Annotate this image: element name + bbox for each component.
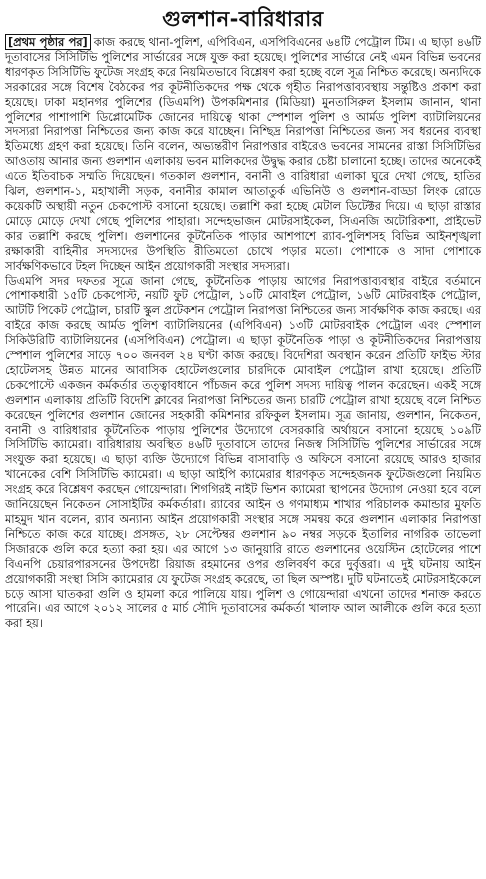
continued-label: [প্রথম পৃষ্ঠার পর]: [5, 34, 91, 50]
headline: গুলশান-বারিধারার: [162, 7, 324, 31]
article-paragraph: ডিএমপি সদর দফতর সূত্রে জানা গেছে, কূটনৈতিক পাড়ায় আগের নিরাপত্তাব্যবস্থার বাইরে বর্তমানে পোশাকধারী ১৫টি চেকপোস্ট, নয়টি ফুট পেট্রোল, ১০টি মোবাইল পেট্রোল, ১৬টি মোটরবাইক পেট্রোল, আটটি পিকেট পেট্রোল, চারটি স্কুল প্রটেকশন পেট্রোল নিরাপত্তা নিশ্চিতের জন্য সার্বক্ষণিক কাজ করছে। এর বাইরে কাজ করছে আর্মড পুলিশ ব্যাটালিয়নের (এপিবিএন) ১৩টি মোটরবাইক পেট্রোল এবং স্পেশাল সিকিউরিটি ব্যাটালিয়নের (এসপিবিএন) পেট্রোল। এ ছাড়া কূটনৈতিক পাড়া ও কূটনীতিকদের নিরাপত্তায় স্পেশাল পুলিশের সাড়ে ৭০০ জনবল ২৪ ঘণ্টা কাজ করছে। বিদেশিরা অবস্থান করেন প্রতিটি ফাইভ স্টার হোটেলসহ উন্নত মানের আবাসিক হোটেলগুলোর চারদিকে মোবাইল পেট্রোল রাখা হয়েছে। প্রতিটি চেকপোস্টে একজন কর্মকর্তার তত্ত্বাবধানে পাঁচজন করে পুলিশ সদস্য দায়িত্ব পালন করেছেন। একই সঙ্গে গুলশান এলাকায় প্রতিটি বিদেশি ক্লাবের নিরাপত্তা নিশ্চিতের জন্য চারটি পেট্রোল রাখা হয়েছে বলে নিশ্চিত করেছেন পুলিশের গুলশান জোনের সহকারী কমিশনার রফিকুল ইসলাম। সূত্র জানায়, গুলশান, নিকেতন, বনানী ও বারিধারার কূটনৈতিক পাড়ায় পুলিশের উদ্যোগে বেসরকারি অর্থায়নে বসানো হয়েছে ১০৯টি সিসিটিভি ক্যামেরা। বারিধারায় অবস্থিত ৪৬টি দূতাবাসে তাদের নিজস্ব সিসিটিভি পুলিশের সার্ভারের সঙ্গে সংযুক্ত করা হয়েছে। এ ছাড়া ব্যক্তি উদ্যোগে বিভিন্ন বাসাবাড়ি ও অফিসে বসানো রয়েছে আরও হাজার খানেকের বেশি সিসিটিভি ক্যামেরা। এ ছাড়া আইপি ক্যামেরার ধারণকৃত সন্দেহজনক ফুটেজগুলো নিয়মিত সংগ্রহ করে বিশ্লেষণ করছেন গোয়েন্দারা। শিগগিরই নাইট ভিশন ক্যামেরা স্থাপনের উদ্যোগ নেওয়া হবে বলে জানিয়েছেন নিকেতন সোসাইটির কর্মকর্তারা। র‍্যাবের আইন ও গণমাধ্যম শাখার পরিচালক কমান্ডার মুফতি মাহমুদ খান বলেন, র‍্যাব অন্যান্য আইন প্রয়োগকারী সংস্থার সঙ্গে সমন্বয় করে গুলশান এলাকার নিরাপত্তা নিশ্চিতে কাজ করে যাচ্ছে। প্রসঙ্গত, ২৮ সেপ্টেম্বর গুলশান ৯০ নম্বর সড়কে ইতালির নাগরিক তাভেলা সিজারকে গুলি করে হত্যা করা হয়। এর আগে ১৩ জানুয়ারি রাতে গুলশানের ওয়েস্টিন হোটেলের পাশে বিএনপি চেয়ারপারসনের উপদেষ্টা রিয়াজ রহমানের ওপর গুলিবর্ষণ করে দুর্বৃত্তরা। এ দুই ঘটনায় আইন প্রয়োগকারী সংস্থা সিসি ক্যামেরার যে ফুটেজ সংগ্রহ করেছে, তা ছিল অস্পষ্ট। দুটি ঘটনাতেই মোটরসাইকেলে চড়ে আসা ঘাতকরা গুলি ও হামলা করে পালিয়ে যায়। পুলিশ ও গোয়েন্দারা এখনো তাদের শনাক্ত করতে পারেনি। এর আগে ২০১২ সালের ৫ মার্চ সৌদি দূতাবাসের কর্মকর্তা খালাফ আল আলীকে গুলি করে হত্যা করা হয়।: [5, 273, 481, 631]
article-paragraph: [5, 35, 481, 274]
paragraph-text: কাজ করছে থানা-পুলিশ, এপিবিএন, এসপিবিএনের ৬৪টি পেট্রোল টিম। এ ছাড়া ৪৬টি দূতাবাসের সিসিটিভি পুলিশের সার্ভারের সঙ্গে যুক্ত করা হয়েছে। পুলিশের সার্ভারে নেই এমন বিভিন্ন ভবনের ধারণকৃত সিসিটিভি ফুটেজ সংগ্রহ করে নিয়মিতভাবে বিশ্লেষণ করা হচ্ছে বলে সূত্র নিশ্চিত করেছে। অন্যদিকে সরকারের সঙ্গে বিশেষ বৈঠকের পর কূটনীতিকদের পক্ষ থেকে গৃহীত নিরাপত্তাব্যবস্থায় সন্তুষ্টিও প্রকাশ করা হয়েছে। ঢাকা মহানগর পুলিশের (ডিএমপি) উপকমিশনার (মিডিয়া) মুনতাসিরুল ইসলাম জানান, থানা পুলিশের পাশাপাশি ডিপ্লোমেটিক জোনের দায়িত্বে থাকা স্পেশাল পুলিশ ও আর্মড পুলিশ ব্যাটালিয়নের সদস্যরা নিরাপত্তা নিশ্চিতের জন্য কাজ করে যাচ্ছেন। নিশ্ছিদ্র নিরাপত্তা নিশ্চিতের জন্য সব ধরনের ব্যবস্থা ইতিমধ্যে গ্রহণ করা হয়েছে। তিনি বলেন, অভ্যন্তরীণ নিরাপত্তার বাইরেও ভবনের সামনের রাস্তা সিসিটিভির আওতায় আনার জন্য গুলশান এলাকায় ভবন মালিকদের উদ্বুদ্ধ করার চেষ্টা চালানো হচ্ছে। তাদের অনেকেই এতে ইতিবাচক সম্মতি দিয়েছেন। গতকাল গুলশান, বনানী ও বারিধারা এলাকা ঘুরে দেখা গেছে, হাতির ঝিল, গুলশান-১, মহাখালী সড়ক, বনানীর কামাল আতাতুর্ক এভিনিউ ও গুলশান-বাড্ডা লিংক রোডে কয়েকটি অস্থায়ী নতুন চেকপোস্ট বসানো হয়েছে। তল্লাশি করা হচ্ছে মেটাল ডিটেক্টর দিয়ে। এ ছাড়া রাস্তার মোড়ে মোড়ে দেখা গেছে পুলিশের পাহারা। সন্দেহভাজন মোটরসাইকেল, সিএনজি অটোরিকশা, প্রাইভেট কার তল্লাশি করছে পুলিশ। গুলশানের কূটনৈতিক পাড়ার আশপাশে র‍্যাব-পুলিশসহ বিভিন্ন আইনশৃঙ্খলা রক্ষাকারী বাহিনীর সদস্যদের উপস্থিতি রীতিমতো চোখে পড়ার মতো। পোশাকে ও সাদা পোশাকে সার্বক্ষণিকভাবে টহল দিচ্ছেন আইন প্রয়োগকারী সংস্থার সদস্যরা।: [5, 35, 482, 273]
article-body: [5, 35, 481, 631]
